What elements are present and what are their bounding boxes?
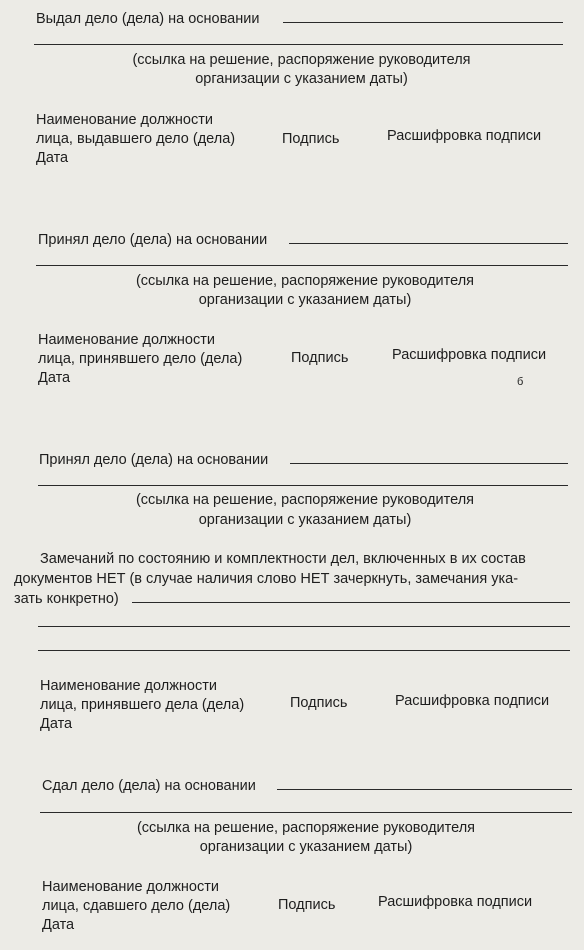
accepted3-position-label-2: лица, принявшего дела (дела) <box>40 697 245 713</box>
accepted-basis-label: Принял дело (дела) на основании <box>38 232 268 248</box>
stray-pen-mark: б <box>517 376 524 388</box>
handed-position-label-1: Наименование должности <box>42 879 219 895</box>
issued-ref-note-1: (ссылка на решение, распоряжение руководителя <box>132 52 471 68</box>
handed-position-label-2: лица, сдавшего дело (дела) <box>42 898 231 914</box>
accepted2-basis-field[interactable] <box>290 463 568 464</box>
accepted2-ref-note-1: (ссылка на решение, распоряжение руководителя <box>135 492 475 508</box>
issued-position-label-1: Наименование должности <box>36 112 213 128</box>
remarks-line-1: Замечаний по состоянию и комплектности дел, включенных в их состав <box>40 551 526 567</box>
issued-signature-label: Подпись <box>282 131 340 147</box>
remarks-field-line-1[interactable] <box>132 602 570 603</box>
accepted3-position-label-1: Наименование должности <box>40 678 217 694</box>
accepted-position-label-2: лица, принявшего дело (дела) <box>38 351 243 367</box>
issued-date-label: Дата <box>36 150 69 166</box>
handed-basis-field-line-2[interactable] <box>40 812 572 813</box>
accepted2-ref-note-2: организации с указанием даты) <box>198 512 412 528</box>
handed-basis-field[interactable] <box>277 789 572 790</box>
remarks-field-line-2[interactable] <box>38 626 570 627</box>
issued-basis-field[interactable] <box>283 22 563 23</box>
accepted-position-label-1: Наименование должности <box>38 332 215 348</box>
issued-ref-note-2: организации с указанием даты) <box>195 71 408 87</box>
handed-basis-label: Сдал дело (дела) на основании <box>42 778 256 794</box>
accepted3-decoding-label: Расшифровка подписи <box>395 693 550 709</box>
accepted-basis-field-line-2[interactable] <box>36 265 568 266</box>
accepted3-signature-label: Подпись <box>290 695 348 711</box>
remarks-line-3: зать конкретно) <box>14 591 119 607</box>
issued-basis-label: Выдал дело (дела) на основании <box>36 11 260 27</box>
handed-ref-note-1: (ссылка на решение, распоряжение руководителя <box>136 820 476 836</box>
accepted2-basis-label: Принял дело (дела) на основании <box>39 452 269 468</box>
handed-decoding-label: Расшифровка подписи <box>378 894 533 910</box>
accepted2-basis-field-line-2[interactable] <box>38 485 568 486</box>
accepted-ref-note-2: организации с указанием даты) <box>198 292 412 308</box>
accepted-basis-field[interactable] <box>289 243 568 244</box>
handed-signature-label: Подпись <box>278 897 336 913</box>
issued-position-label-2: лица, выдавшего дело (дела) <box>36 131 236 147</box>
accepted-date-label: Дата <box>38 370 71 386</box>
handed-date-label: Дата <box>42 917 75 933</box>
issued-decoding-label: Расшифровка подписи <box>387 128 542 144</box>
remarks-line-2: документов НЕТ (в случае наличия слово НЕТ зачеркнуть, замечания ука- <box>14 571 519 587</box>
remarks-field-line-3[interactable] <box>38 650 570 651</box>
accepted-ref-note-1: (ссылка на решение, распоряжение руководителя <box>135 273 475 289</box>
accepted3-date-label: Дата <box>40 716 73 732</box>
issued-basis-field-line-2[interactable] <box>34 44 563 45</box>
accepted-decoding-label: Расшифровка подписи <box>392 347 547 363</box>
handed-ref-note-2: организации с указанием даты) <box>199 839 413 855</box>
accepted-signature-label: Подпись <box>291 350 349 366</box>
